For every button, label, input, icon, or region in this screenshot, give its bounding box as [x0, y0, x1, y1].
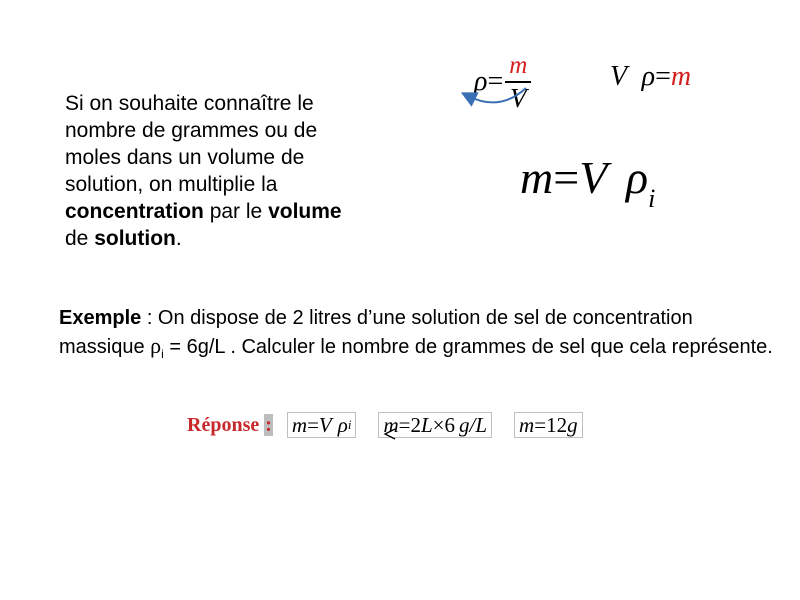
- box2-g: g: [459, 412, 470, 437]
- intro-bold-volume: volume: [268, 200, 342, 223]
- mouse-cursor-icon: [383, 428, 397, 440]
- answer-label: [187, 414, 273, 437]
- intro-text-4: .: [175, 227, 182, 250]
- answer-label-text: Réponse: [187, 413, 260, 436]
- vrho-rho: ρ: [641, 61, 656, 92]
- intro-text-3: de: [65, 227, 95, 250]
- main-formula: [520, 150, 655, 227]
- box2-L1: L: [420, 412, 433, 437]
- example-text-1: : On dispose de 2 litres d’une solution de sel de concentration massique: [59, 307, 693, 358]
- density-rho: ρ: [474, 66, 488, 97]
- box2-two: 2: [410, 412, 421, 437]
- box2-L2: L: [475, 412, 488, 437]
- example-paragraph: [59, 304, 779, 368]
- curved-arrow-icon: [460, 83, 530, 113]
- box1-m: m: [291, 412, 308, 437]
- answer-substitution-box: [378, 412, 492, 438]
- box2-m: m: [383, 412, 399, 437]
- answer-formula-box: [287, 412, 357, 438]
- example-text-2: = 6g/L . Calculer le nombre de grammes de sel que cela représente.: [163, 336, 773, 358]
- main-m: m: [520, 152, 554, 203]
- intro-paragraph: [65, 90, 365, 252]
- intro-text-2: par le: [203, 200, 269, 223]
- vrho-formula: [610, 61, 691, 93]
- answer-colon: :: [265, 413, 272, 436]
- density-equals: =: [487, 66, 504, 97]
- vrho-v: V: [610, 61, 627, 92]
- density-numerator: m: [509, 52, 528, 79]
- box3-equals: =: [534, 412, 547, 437]
- box2-equals: =: [398, 412, 411, 437]
- answer-result-box: [514, 412, 583, 438]
- intro-bold-concentration: concentration: [65, 200, 204, 223]
- main-sub-i: i: [648, 184, 656, 213]
- vrho-equals: =: [655, 61, 671, 92]
- answer-row: [187, 410, 583, 440]
- box2-times: ×: [432, 412, 445, 437]
- box2-slash: /: [469, 412, 476, 437]
- box1-equals: =: [307, 412, 319, 437]
- main-rho: ρ: [625, 152, 649, 203]
- intro-bold-solution: solution: [94, 227, 176, 250]
- example-sub-i: i: [161, 347, 164, 361]
- box1-sub-i: i: [347, 417, 352, 432]
- density-denominator: V: [510, 83, 527, 113]
- example-rho: ρ: [150, 333, 162, 358]
- box3-value: 12: [546, 412, 568, 437]
- box1-rho: ρ: [337, 412, 348, 437]
- main-v: V: [579, 152, 607, 203]
- box1-v: V: [318, 412, 332, 437]
- box2-six: 6: [444, 412, 456, 437]
- example-label: Exemple: [59, 307, 142, 329]
- main-equals: =: [553, 152, 580, 203]
- vrho-m: m: [670, 61, 692, 92]
- box3-g: g: [567, 412, 578, 437]
- intro-text-1: Si on souhaite connaître le nombre de grammes ou de moles dans un volume de solution, on multiplie la: [65, 92, 318, 196]
- box3-m: m: [519, 412, 535, 437]
